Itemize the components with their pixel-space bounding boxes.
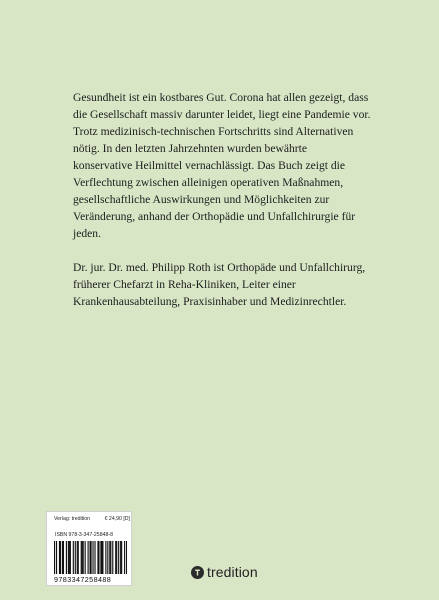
book-blurb: Gesundheit ist ein kostbares Gut. Corona hat allen gezeigt, dass die Gesellschaft massiv darunter leidet, liegt eine Pandemie vor. Trotz medizinisch-technischen Fortschritts sind Alternativen nötig. In den letzten Jahrzehnten wurden bewährte konservative Heilmittel vernachlässigt. Das Buch zeigt die Verflechtung zwischen alleinigen operativen Maßnahmen, gesellschaftliche Auswirkungen und Möglichkeiten zur Veränderung, anhand der Orthopädie und Unfallchirurgie für jeden.: [73, 91, 371, 240]
isbn-barcode-label: [46, 511, 132, 586]
ean-barcode: [54, 541, 127, 574]
isbn-text: ISBN 978-3-347-25848-8: [55, 532, 113, 538]
publisher-logo: [191, 564, 258, 580]
tredition-logo-icon: [191, 566, 204, 579]
ean-number: 9783347258488: [54, 575, 112, 584]
price-line: [54, 516, 130, 522]
price-label: € 24,90 [D]: [104, 516, 130, 522]
publisher-label: Verlag: tredition: [54, 516, 91, 522]
back-cover-text: [73, 89, 393, 310]
publisher-name: tredition: [207, 564, 258, 580]
author-bio: Dr. jur. Dr. med. Philipp Roth ist Orthopäde und Unfallchirurg, früherer Chefarzt in Reha-Kliniken, Leiter einer Krankenhausabteilung, Praxisinhaber und Medizinrechtler.: [73, 261, 366, 308]
